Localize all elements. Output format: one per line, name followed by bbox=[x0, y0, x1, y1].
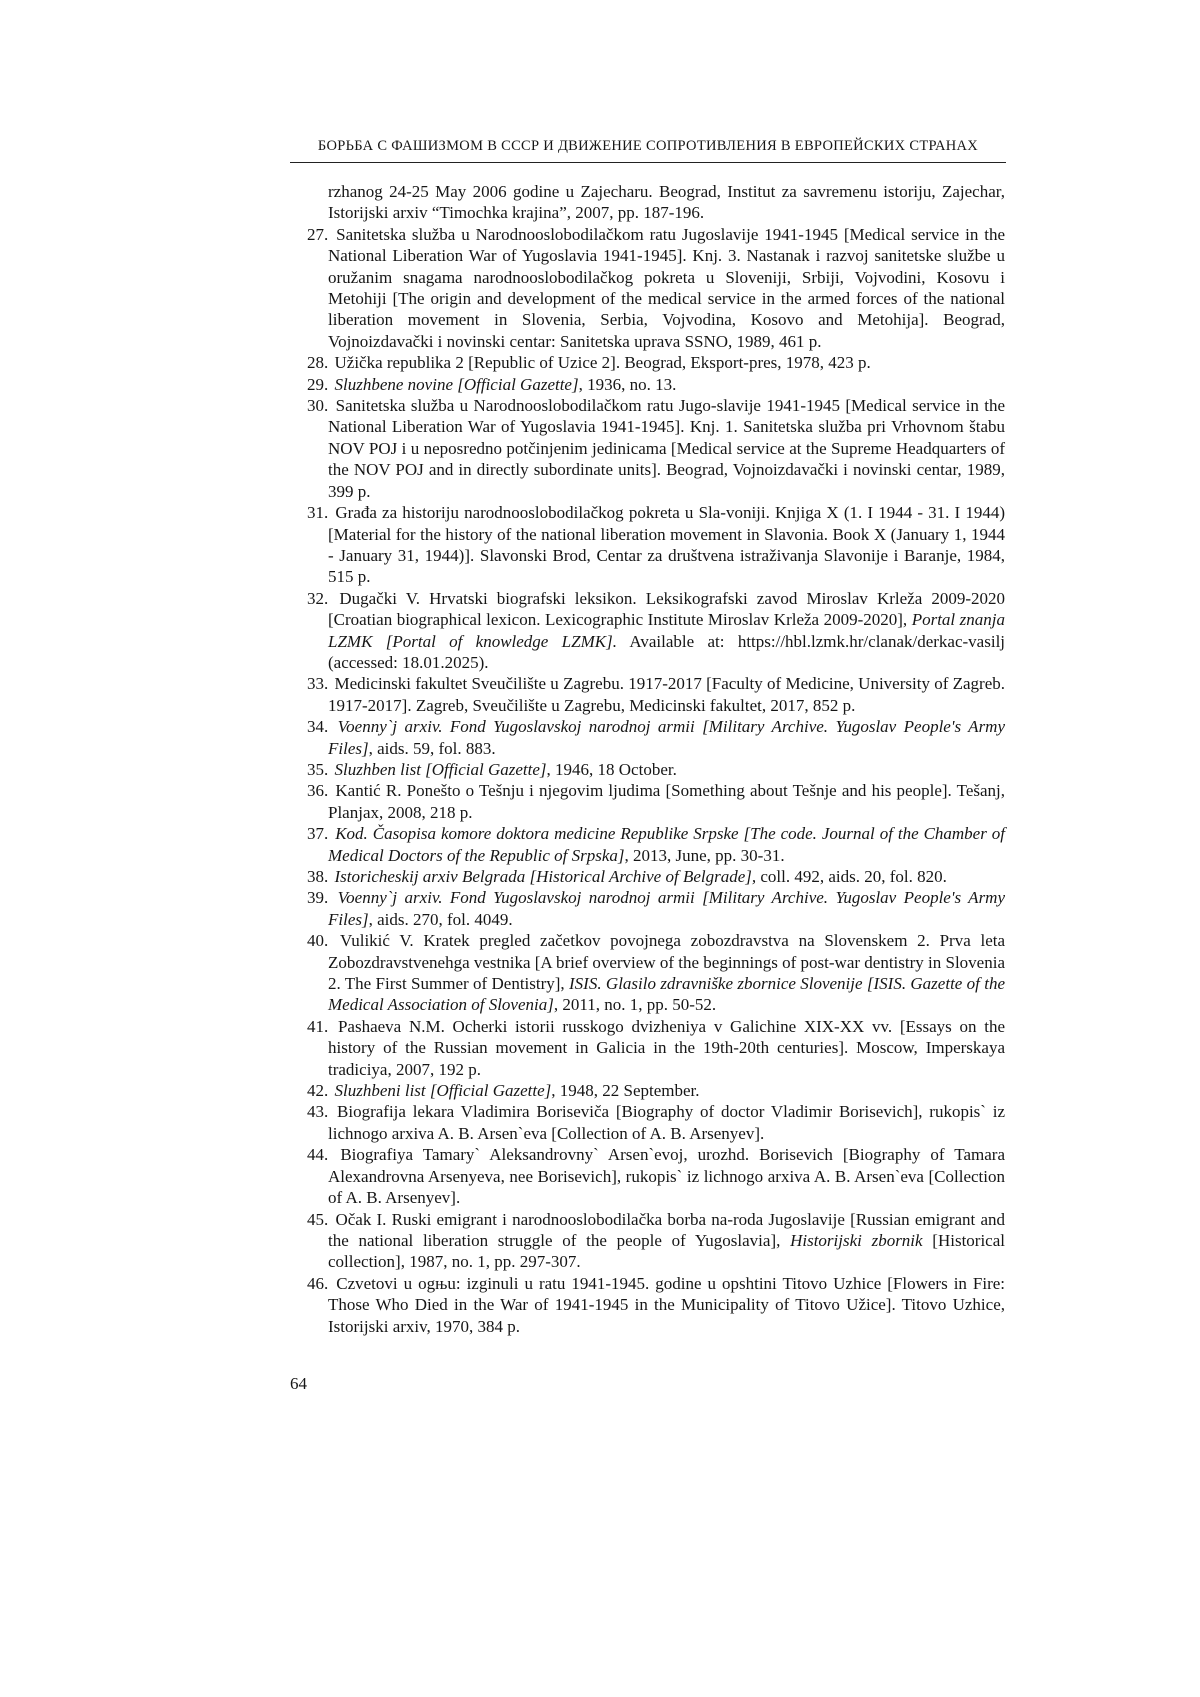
entry-text: [Historical collection], 1987, no. 1, pp. 297-307. bbox=[328, 1230, 1005, 1272]
bibliography-entry bbox=[307, 823, 1005, 866]
entry-text: , aids. 59, fol. 883. bbox=[368, 738, 496, 758]
entry-text: Kantić R. Ponešto o Tešnju i njegovim ljudima [Something about Tešnje and his people]. Tešanj, Planjax, 2008, 218 p. bbox=[328, 781, 1005, 822]
bibliography-entry bbox=[307, 1209, 1005, 1273]
entry-text-italic: Sluzhbene novine [Official Gazette] bbox=[334, 374, 579, 394]
entry-text: , 2013, June, pp. 30-31. bbox=[624, 845, 785, 865]
running-header-text: БОРЬБА С ФАШИЗМОМ В СССР И ДВИЖЕНИЕ СОПРОТИВЛЕНИЯ В ЕВРОПЕЙСКИХ СТРАНАХ bbox=[317, 138, 979, 154]
entry-text: , 1946, 18 October. bbox=[546, 759, 677, 779]
entry-number: 35. bbox=[307, 759, 333, 779]
entry-text-italic: Istoricheskij arxiv Belgrada [Historical Archive of Belgrade], bbox=[334, 867, 757, 886]
entry-text: Dugački V. Hrvatski biografski leksikon. Leksikografski zavod Miroslav Krleža 2009-2020 [Croatian biographical lexicon. Lexicographic Institute Miroslav Krleža 2009-2020], bbox=[328, 588, 1005, 630]
entry-text: Očak I. Ruski emigrant i narodnooslobodilačka borba na-roda Jugoslavije [Russian emigrant and the national liberation struggle of the people of Yugoslavia], bbox=[328, 1209, 1005, 1250]
entry-text: , 2011, no. 1, pp. 50-52. bbox=[553, 995, 717, 1015]
bibliography-entry bbox=[307, 1273, 1005, 1337]
entry-text: Biografija lekara Vladimira Boriseviča [Biography of doctor Vladimir Borisevich], rukopis` iz lichnogo arxiva A. B. Arsen`eva [Collection of A. B. Arsenyev]. bbox=[328, 1102, 1005, 1143]
entry-number: 45. bbox=[307, 1209, 334, 1229]
entry-text-italic: Kod. Časopisa komore doktora medicine Republike Srpske [The code. Journal of the Chamber of Medical Doctors of the Republic of Srpska] bbox=[328, 824, 1006, 865]
bibliography-entry bbox=[307, 352, 1005, 373]
entry-text-italic: Historijski zbornik bbox=[790, 1230, 923, 1250]
page-number: 64 bbox=[290, 1374, 307, 1393]
bibliography-entry bbox=[307, 395, 1005, 502]
bibliography-entry bbox=[307, 374, 1005, 395]
entry-text-italic: Sluzhbeni list [Official Gazette] bbox=[334, 1081, 552, 1101]
entry-number: 42. bbox=[307, 1081, 333, 1101]
entry-text: (accessed: 18.01.2025). bbox=[328, 652, 489, 672]
bibliography-entry bbox=[307, 716, 1005, 759]
entry-number: 29. bbox=[307, 374, 333, 394]
entry-text-italic: Voenny`j arxiv. Fond Yugoslavskoj narodnoj armii [Military Archive. Yugoslav People's Army Files] bbox=[328, 888, 1006, 929]
entry-text: , aids. 270, fol. 4049. bbox=[368, 909, 513, 929]
bibliography-entry bbox=[307, 930, 1005, 1016]
entry-number: 27. bbox=[307, 224, 335, 244]
entry-text: Available at: bbox=[616, 631, 738, 651]
entry-number: 36. bbox=[307, 781, 334, 801]
bibliography-entry bbox=[307, 780, 1005, 823]
entry-number: 44. bbox=[307, 1145, 339, 1165]
entry-number: 43. bbox=[307, 1102, 336, 1122]
bibliography-entry bbox=[307, 759, 1005, 780]
entry-text-italic: Sluzhben list [Official Gazette] bbox=[334, 759, 547, 779]
entry-number: 46. bbox=[307, 1273, 335, 1293]
entry-text-italic: Portal znanja LZMK [Portal of knowledge LZMK]. bbox=[328, 610, 1005, 651]
entry-text: coll. 492, aids. 20, fol. 820. bbox=[756, 867, 947, 886]
entry-continuation: rzhanog 24-25 May 2006 godine u Zajecharu. Beograd, Institut za savremenu istoriju, Zajechar, Istorijski arxiv “Timochka krajina”, 2007, pp. 187-196. bbox=[328, 182, 1005, 223]
entry-text: Sanitetska služba u Narodnooslobodilačkom ratu Jugoslavije 1941-1945 [Medical service in the National Liberation War of Yugoslavia 1941-1945]. Knj. 3. Nastanak i razvoj sanitetske službe u oružanim snagama narodnooslobodilačkog pokreta u Sloveniji, Srbiji, Vojvodini, Kosovu i Metohiji [The origin and development of the medical service in the armed forces of the national liberation movement in Slovenia, Serbia, Vojvodina, Kosovo and Metohija]. Beograd, Vojnoizdavački i novinski centar: Sanitetska uprava SSNO, 1989, 461 p. bbox=[328, 224, 1005, 351]
entry-number: 37. bbox=[307, 824, 334, 844]
running-header bbox=[290, 138, 1006, 163]
entry-text: Pashaeva N.M. Ocherki istorii russkogo dvizheniya v Galichine XIX-XX vv. [Essays on the history of the Russian movement in Galicia in the 19th-20th centuries]. Moscow, Imperskaya tradiciya, 2007, 192 p. bbox=[328, 1016, 1005, 1079]
bibliography-entry bbox=[307, 866, 1005, 887]
entry-text: Sanitetska služba u Narodnooslobodilačkom ratu Jugo-slavije 1941-1945 [Medical service in the National Liberation War of Yugoslavia 1941-1945]. Knj. 1. Sanitetska služba pri Vrhovnom štabu NOV POJ i u neposredno potčinjenim jedinicama [Medical service at the Supreme Headquarters of the NOV POJ and in directly subordinate units]. Beograd, Vojnoizdavački i novinski centar, 1989, 399 p. bbox=[328, 396, 1005, 501]
entry-text-italic: ISIS. Glasilo zdravniške zbornice Slovenije [ISIS. Gazette of the Medical Association of Slovenia] bbox=[328, 974, 1005, 1015]
entry-text-italic: Voenny`j arxiv. Fond Yugoslavskoj narodnoj armii [Military Archive. Yugoslav People's Army Files] bbox=[328, 717, 1006, 758]
entry-number: 38. bbox=[307, 867, 333, 886]
bibliography-entry bbox=[307, 1144, 1005, 1208]
entry-number: 31. bbox=[307, 503, 334, 523]
bibliography-entry bbox=[307, 887, 1005, 930]
bibliography-entry bbox=[307, 1101, 1005, 1144]
bibliography-entry bbox=[307, 673, 1005, 716]
bibliography-entry bbox=[307, 502, 1005, 588]
entry-number: 39. bbox=[307, 888, 336, 908]
entry-text: Vulikić V. Kratek pregled začetkov povojnega zobozdravstva na Slovenskem 2. Prva leta Zobozdravstvenehga vestnika [A brief overview of the beginnings of post-war dentistry in Slovenia 2. The First Summer of Dentistry], bbox=[328, 931, 1006, 994]
entry-number: 28. bbox=[307, 353, 333, 373]
entry-text: Medicinski fakultet Sveučilište u Zagrebu. 1917-2017 [Faculty of Medicine, University of Zagreb. 1917-2017]. Zagreb, Sveučilište u Zagrebu, Medicinski fakultet, 2017, 852 p. bbox=[328, 674, 1006, 715]
bibliography-entry bbox=[307, 1016, 1005, 1080]
entry-number: 34. bbox=[307, 717, 336, 737]
entry-text: Užička republika 2 [Republic of Uzice 2]. Beograd, Eksport-pres, 1978, 423 p. bbox=[334, 353, 871, 373]
bibliography-list bbox=[307, 181, 1005, 1337]
entry-number: 33. bbox=[307, 674, 333, 694]
bibliography-entry bbox=[307, 1080, 1005, 1101]
entry-text: , 1936, no. 13. bbox=[578, 374, 677, 394]
bibliography-entry bbox=[307, 588, 1005, 674]
entry-number: 32. bbox=[307, 588, 338, 608]
entry-text: , 1948, 22 September. bbox=[551, 1081, 700, 1101]
entry-number: 30. bbox=[307, 396, 334, 416]
entry-url[interactable]: https://hbl.lzmk.hr/clanak/derkac-vasilj bbox=[737, 631, 1006, 651]
bibliography-entry bbox=[307, 224, 1005, 352]
entry-text: Biografiya Tamary` Aleksandrovny` Arsen`evoj, urozhd. Borisevich [Biography of Tamara Alexandrovna Arsenyeva, nee Borisevich], rukopis` iz lichnogo arxiva A. B. Arsen`eva [Collection of A. B. Arsenyev]. bbox=[328, 1145, 1005, 1208]
entry-text: Czvetovi u ogњu: izginuli u ratu 1941-1945. godine u opshtini Titovo Uzhice [Flowers in Fire: Those Who Died in the War of 1941-1945 in the Municipality of Titovo Užice]. Titovo Uzhice, Istorijski arxiv, 1970, 384 p. bbox=[328, 1273, 1005, 1336]
entry-number: 40. bbox=[307, 931, 338, 951]
entry-number: 41. bbox=[307, 1016, 336, 1036]
entry-text: Građa za historiju narodnooslobodilačkog pokreta u Sla-voniji. Knjiga X (1. I 1944 - 31. I 1944) [Material for the history of the national liberation movement in Slavonia. Book X (January 1, 1944 - January 31, 1944)]. Slavonski Brod, Centar za društvena istraživanja Slavonije i Baranje, 1984, 515 p. bbox=[328, 503, 1005, 587]
